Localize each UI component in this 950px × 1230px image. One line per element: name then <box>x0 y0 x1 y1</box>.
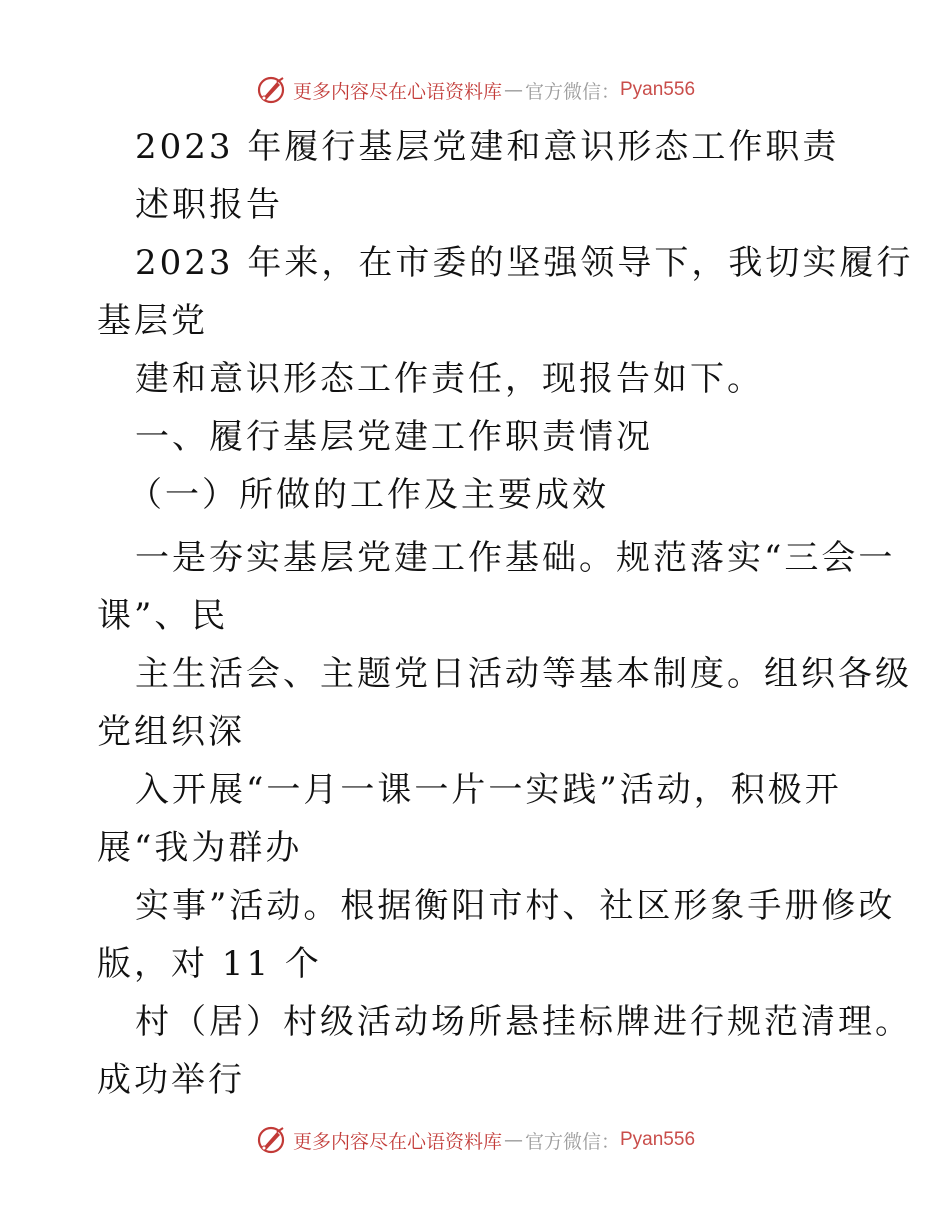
quill-pen-logo-icon <box>255 1124 287 1156</box>
doc-line: 建和意识形态工作责任，现报告如下。 <box>135 359 764 399</box>
doc-line: 主生活会、主题党日活动等基本制度。组织各级 <box>135 654 912 694</box>
footer-banner[interactable] <box>0 1120 950 1160</box>
quill-pen-logo-icon <box>255 74 287 106</box>
doc-line: 版，对 11 个 <box>97 944 322 984</box>
doc-title-line-2: 述职报告 <box>135 185 283 225</box>
doc-line: 成功举行 <box>97 1060 245 1100</box>
header-wechat-label: 官方微信： <box>524 80 620 103</box>
footer-banner-text: 更多内容尽在心语资料库 <box>292 1130 502 1153</box>
doc-line: 基层党 <box>97 301 208 341</box>
header-banner[interactable] <box>0 70 950 110</box>
doc-line: 村（居）村级活动场所悬挂标牌进行规范清理。 <box>135 1002 912 1042</box>
doc-line: 2023 年来，在市委的坚强领导下，我切实履行 <box>135 243 914 283</box>
doc-line: 一是夯实基层党建工作基础。规范落实“三会一 <box>135 538 896 578</box>
header-banner-text: 更多内容尽在心语资料库 <box>292 80 502 103</box>
header-wechat-id: Pyan556 <box>620 79 696 100</box>
header-banner-separator: — <box>503 79 523 101</box>
subsection-heading: （一）所做的工作及主要成效 <box>128 475 609 515</box>
doc-line: 入开展“一月一课一片一实践”活动，积极开 <box>135 770 842 810</box>
doc-title-line-1: 2023 年履行基层党建和意识形态工作职责 <box>135 127 840 167</box>
section-heading: 一、履行基层党建工作职责情况 <box>135 417 653 457</box>
footer-banner-separator: — <box>503 1129 523 1151</box>
doc-line: 课”、民 <box>97 596 229 636</box>
doc-line: 实事”活动。根据衡阳市村、社区形象手册修改 <box>135 886 896 926</box>
footer-wechat-label: 官方微信： <box>524 1130 620 1153</box>
doc-line: 展“我为群办 <box>97 828 303 868</box>
footer-wechat-id: Pyan556 <box>620 1129 696 1150</box>
doc-line: 党组织深 <box>97 712 245 752</box>
